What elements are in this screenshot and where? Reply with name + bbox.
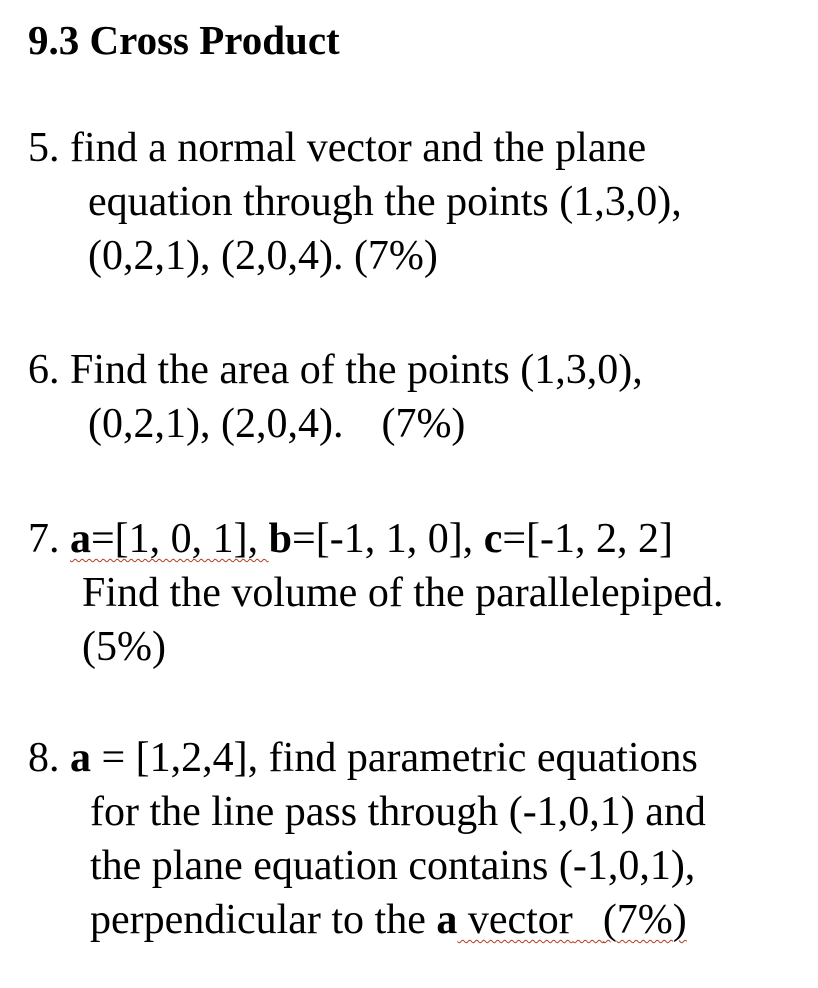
q6-line-1: 6. Find the area of the points (1,3,0),	[28, 347, 643, 393]
q8-line-4	[90, 893, 687, 947]
q7-number: 7.	[28, 516, 70, 562]
section-title: 9.3 Cross Product	[28, 17, 340, 63]
q6-line-2	[88, 397, 465, 451]
q8-percent: (7%)	[602, 897, 687, 943]
q8-vector-a-ref: a	[436, 897, 458, 943]
q5-line-1: 5. find a normal vector and the plane	[28, 125, 647, 171]
q7-vector-b-value: =[-1, 1, 0],	[292, 516, 484, 562]
q7-line-1	[28, 512, 673, 566]
q7-line-3: (5%)	[82, 624, 166, 670]
q8-line-1	[28, 731, 698, 785]
q7-line-2: Find the volume of the parallelepiped.	[82, 570, 724, 616]
q8-vector-a-label: a	[70, 735, 91, 781]
q6-points: (0,2,1), (2,0,4).	[88, 401, 344, 447]
q8-line-2: for the line pass through (-1,0,1) and	[90, 789, 706, 835]
q6-percent: (7%)	[381, 401, 466, 447]
q7-vector-c-label: c	[483, 516, 503, 562]
q8-gap	[573, 893, 603, 947]
q7-vector-a-label: a	[70, 516, 91, 562]
q7-vector-b-label: b	[268, 516, 293, 562]
q5-line-3: (0,2,1), (2,0,4). (7%)	[88, 233, 438, 279]
q8-line-4-text: perpendicular to the	[90, 897, 437, 943]
q5-line-2: equation through the points (1,3,0),	[88, 179, 682, 225]
q7-vector-a-value: =[1, 0, 1],	[91, 516, 269, 562]
q8-line-3: the plane equation contains (-1,0,1),	[90, 843, 696, 889]
q7-vector-c-value: =[-1, 2, 2]	[502, 516, 673, 562]
q8-number: 8.	[28, 735, 70, 781]
q8-vector-word: vector	[457, 897, 573, 943]
q8-line-1-text: = [1,2,4], find parametric equations	[91, 735, 698, 781]
